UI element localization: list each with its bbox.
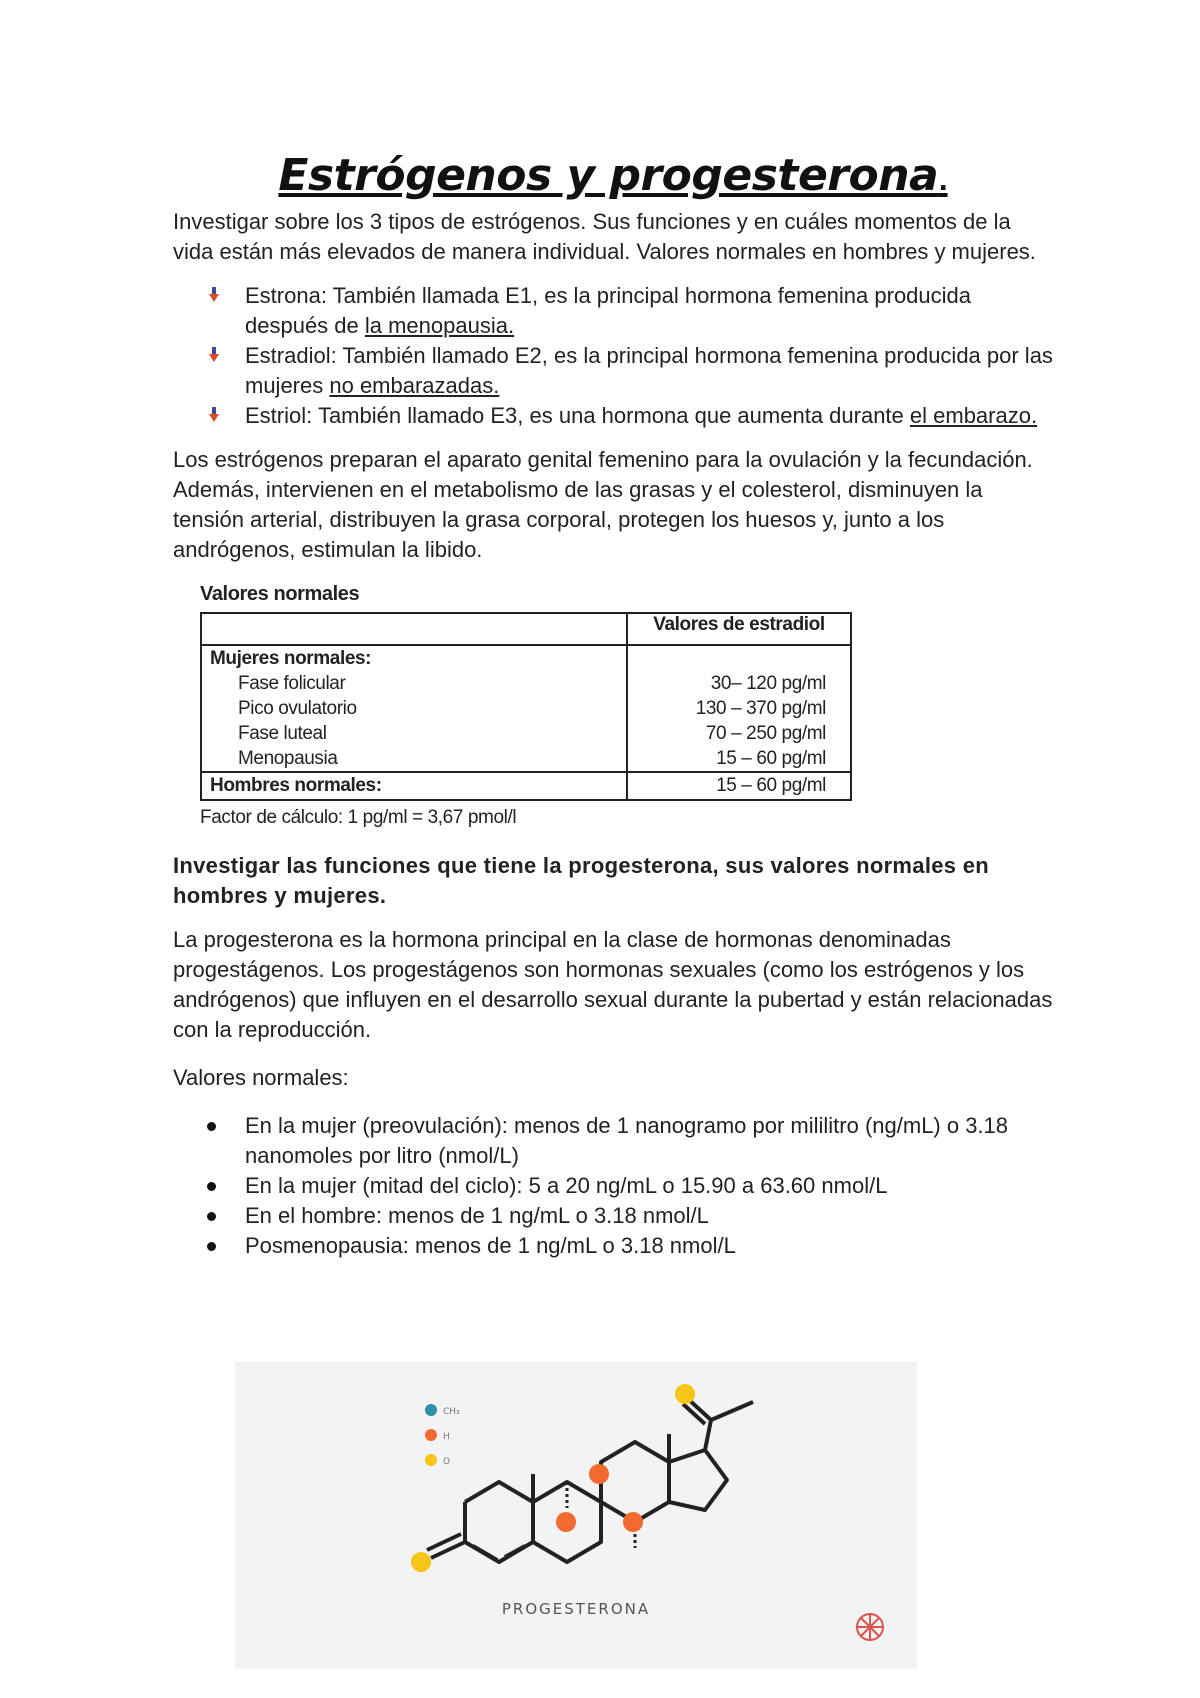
value-text: En la mujer (mitad del ciclo): 5 a 20 ng/mL o 15.90 a 63.60 nmol/L: [245, 1173, 888, 1198]
women-labels-cell: [201, 645, 627, 772]
logo-mark-icon: [857, 1614, 883, 1640]
estrona-text: Estrona: También llamada E1, es la principal hormona femenina producida después de: [245, 283, 972, 338]
row-label-fase-luteal: Fase luteal: [238, 723, 327, 744]
double-bond-a: [473, 1546, 497, 1560]
estriol-text: Estriol: También llamado E3, es una hormona que aumenta durante: [245, 403, 910, 428]
row-label-fase-folicular: Fase folicular: [238, 673, 346, 694]
value-text: En el hombre: menos de 1 ng/mL o 3.18 nmol/L: [245, 1203, 709, 1228]
estradiol-underlined: no embarazadas.: [329, 373, 500, 398]
double-bond-b: [505, 1546, 525, 1557]
oxygen-atom-c3: [411, 1552, 431, 1572]
estriol-underlined: el embarazo.: [909, 403, 1038, 428]
values-label: Valores normales:: [173, 1065, 349, 1090]
side-chain-c17: [705, 1420, 711, 1450]
list-item-estriol: [245, 401, 1053, 431]
list-item-mitad-ciclo: [245, 1171, 1053, 1201]
table-column-header: Valores de estradiol: [627, 613, 851, 645]
estrogen-functions-paragraph: Los estrógenos preparan el aparato genital femenino para la ovulación y la fecundación. Además, intervienen en el metabolismo de las grasas y el colesterol, disminuyen la tensión arterial, distribuyen la grasa corporal, protegen los huesos y, junto a los andrógenos, estimulan la libido.: [173, 447, 1033, 562]
bullet-dot-icon: [207, 1242, 216, 1251]
ring-d: [669, 1450, 727, 1510]
list-item-preovulacion: [245, 1111, 1053, 1171]
list-item-estradiol: [245, 341, 1053, 401]
legend-label-1: CH₃: [443, 1407, 460, 1417]
table-header-empty: [201, 613, 627, 645]
ring-c: [601, 1442, 669, 1522]
men-label-cell: Hombres normales:: [201, 772, 627, 800]
women-values-cell: [627, 645, 851, 772]
oxygen-atom-c20: [675, 1384, 695, 1404]
legend-dot-yellow: [425, 1454, 437, 1466]
arrow-down-bullet-icon: [209, 287, 219, 303]
bullet-dot-icon: [207, 1122, 216, 1131]
arrow-down-bullet-icon: [209, 407, 219, 423]
hydrogen-atom-3: [623, 1512, 643, 1532]
bullet-dot-icon: [207, 1212, 216, 1221]
title-suffix: .: [938, 167, 948, 197]
progesterone-heading: Investigar las funciones que tiene la progesterona, sus valores normales en hombres y mujeres.: [173, 853, 989, 908]
legend-label-2: H: [443, 1432, 450, 1442]
side-chain-methyl: [711, 1402, 753, 1420]
molecule-diagram: [235, 1362, 917, 1669]
progesterone-values-list: [173, 1111, 1053, 1261]
ring-a: [465, 1482, 533, 1562]
legend-dot-orange: [425, 1429, 437, 1441]
value-text: En la mujer (preovulación): menos de 1 nanogramo por mililitro (ng/mL) o 3.18 nanomoles por litro (nmol/L): [245, 1113, 1009, 1168]
list-item-hombre: [245, 1201, 1053, 1231]
men-value-cell: 15 – 60 pg/ml: [627, 772, 851, 800]
value-menopausia: 15 – 60 pg/ml: [716, 748, 826, 769]
intro-paragraph: Investigar sobre los 3 tipos de estrógenos. Sus funciones y en cuáles momentos de la vida están más elevados de manera individual. Valores normales en hombres y mujeres.: [173, 209, 1036, 264]
hydrogen-atom-1: [589, 1464, 609, 1484]
bullet-dot-icon: [207, 1182, 216, 1191]
women-group-label: Mujeres normales:: [210, 648, 372, 669]
table-row-women: [201, 645, 851, 772]
table-title: Valores normales: [200, 583, 360, 605]
list-item-posmenopausia: [245, 1231, 1053, 1261]
hydrogen-atom-2: [556, 1512, 576, 1532]
value-pico-ovulatorio: 130 – 370 pg/ml: [695, 698, 826, 719]
title-text: Estrógenos y progesterona: [278, 150, 939, 201]
document-title: [173, 150, 1053, 201]
list-item-estrona: [245, 281, 1053, 341]
steroid-skeleton: [427, 1398, 753, 1562]
estrogen-types-list: [173, 281, 1053, 431]
estradiol-table-figure: [200, 583, 860, 829]
value-fase-folicular: 30– 120 pg/ml: [710, 673, 826, 694]
legend-dot-teal: [425, 1404, 437, 1416]
row-label-menopausia: Menopausia: [238, 748, 338, 769]
document-page: [173, 150, 1053, 1277]
row-label-pico-ovulatorio: Pico ovulatorio: [238, 698, 357, 719]
table-header-row: [201, 613, 851, 645]
value-spacer: [636, 646, 826, 671]
estradiol-values-table: [200, 612, 852, 801]
legend-label-3: O: [443, 1457, 451, 1467]
molecule-legend: [425, 1404, 460, 1467]
arrow-down-bullet-icon: [209, 347, 219, 363]
table-row-men: [201, 772, 851, 800]
estrona-underlined: la menopausia.: [364, 313, 515, 338]
progesterone-paragraph: La progesterona es la hormona principal en la clase de hormonas denominadas progestágenos. Los progestágenos son hormonas sexuales (como los estrógenos y los andrógenos) que influyen en el desarrollo sexual durante la pubertad y están relacionadas con la reproducción.: [173, 927, 1053, 1042]
value-text: Posmenopausia: menos de 1 ng/mL o 3.18 nmol/L: [245, 1233, 736, 1258]
conversion-factor: Factor de cálculo: 1 pg/ml = 3,67 pmol/l: [200, 807, 517, 828]
progesterone-molecule-figure: [235, 1362, 917, 1669]
figure-caption: PROGESTERONA: [501, 1600, 651, 1618]
estradiol-text: Estradiol: También llamado E2, es la principal hormona femenina producida por las mujeres: [245, 343, 1053, 398]
value-fase-luteal: 70 – 250 pg/ml: [705, 723, 826, 744]
